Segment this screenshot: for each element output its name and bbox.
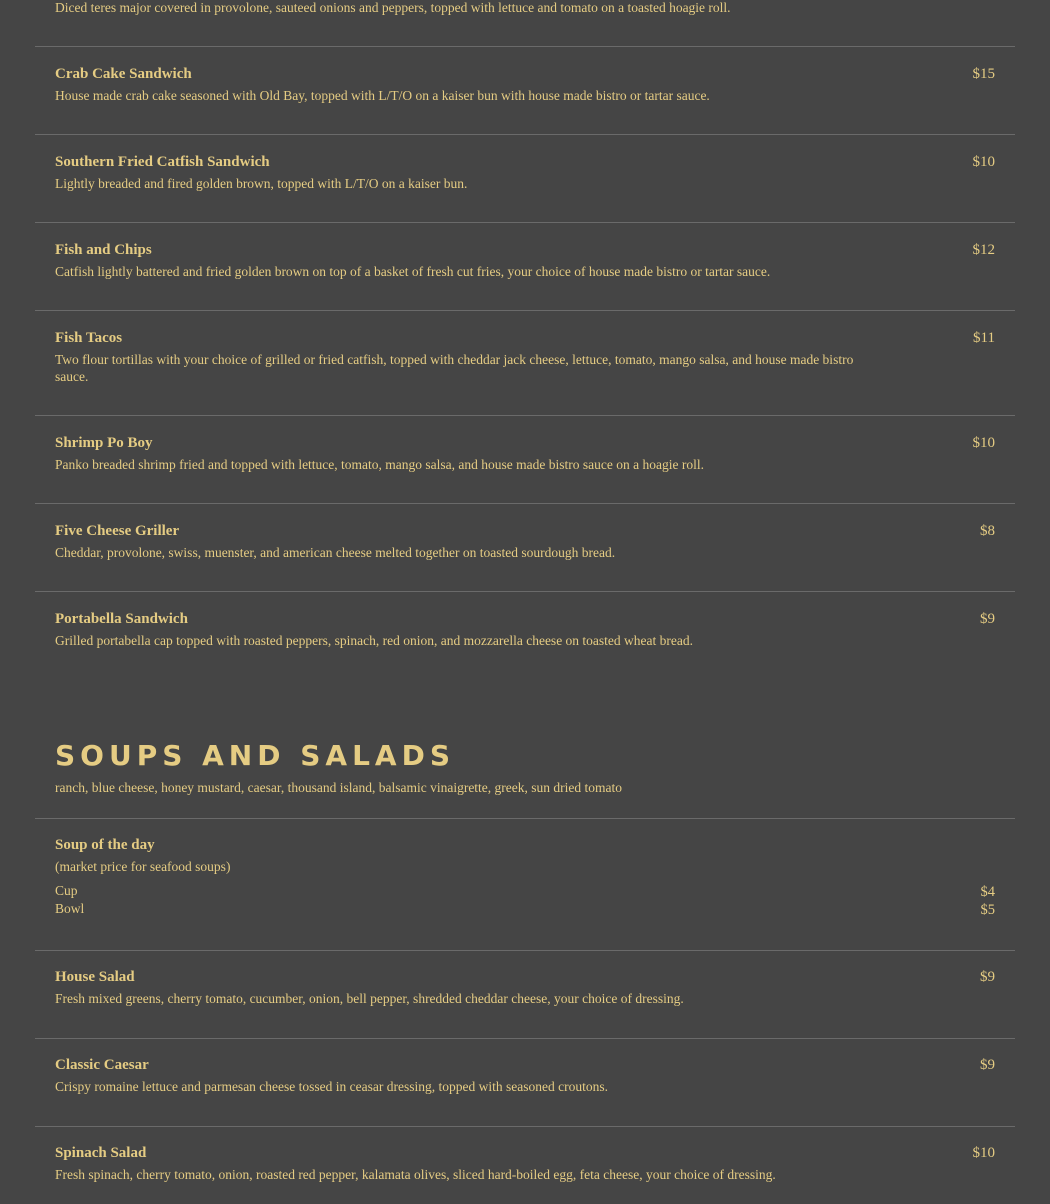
- menu-item-price: $15: [972, 66, 995, 82]
- menu-item-price: $9: [980, 969, 995, 985]
- menu-item-teres-major: [35, 0, 1015, 47]
- menu-item-name: Soup of the day: [55, 837, 155, 853]
- menu-item-shrimp-po-boy: [35, 416, 1015, 504]
- menu-item-price: $10: [972, 435, 995, 451]
- menu-item-price: $12: [972, 242, 995, 258]
- menu-item-name: Shrimp Po Boy: [55, 435, 153, 451]
- menu-item-name: Crab Cake Sandwich: [55, 66, 192, 82]
- size-price-cup: $4: [980, 884, 995, 900]
- menu-item-five-cheese-griller: [35, 504, 1015, 592]
- menu-item-name: Fish Tacos: [55, 330, 123, 346]
- menu-item-description: Cheddar, provolone, swiss, muenster, and american cheese melted together on toasted sourdough bread.: [55, 545, 616, 560]
- menu-item-portabella-sandwich: [35, 592, 1015, 680]
- menu-item-name: House Salad: [55, 969, 135, 985]
- menu-item-house-salad: [35, 951, 1015, 1039]
- menu-item-description: Diced teres major covered in provolone, sauteed onions and peppers, topped with lettuce and tomato on a toasted hoagie roll.: [55, 0, 731, 15]
- menu-item-price: $10: [972, 154, 995, 170]
- menu-item-description: Panko breaded shrimp fried and topped with lettuce, tomato, mango salsa, and house made bistro sauce on a hoagie roll.: [55, 457, 704, 472]
- menu-item-fish-tacos: [35, 311, 1015, 416]
- menu-item-name: Five Cheese Griller: [55, 523, 180, 539]
- size-label-cup: Cup: [55, 883, 78, 898]
- menu-item-classic-caesar: [35, 1039, 1015, 1127]
- menu-item-fish-and-chips: [35, 223, 1015, 311]
- menu-item-description: Fresh mixed greens, cherry tomato, cucumber, onion, bell pepper, shredded cheddar cheese, your choice of dressing.: [55, 991, 684, 1006]
- menu-item-price: $8: [980, 523, 995, 539]
- size-label-bowl: Bowl: [55, 901, 85, 916]
- menu-item-description: Two flour tortillas with your choice of grilled or fried catfish, topped with cheddar jack cheese, lettuce, tomato, mango salsa, and house made bistro sauce.: [55, 352, 854, 384]
- menu-item-spinach-salad: [35, 1127, 1015, 1204]
- menu-item-description: Grilled portabella cap topped with roasted peppers, spinach, red onion, and mozzarella cheese on toasted wheat bread.: [55, 633, 694, 648]
- menu-item-price: $9: [980, 611, 995, 627]
- menu-item-name: Spinach Salad: [55, 1145, 147, 1161]
- menu-item-price: $9: [980, 1057, 995, 1073]
- menu-item-name: Classic Caesar: [55, 1057, 149, 1073]
- menu-item-name: Southern Fried Catfish Sandwich: [55, 154, 270, 170]
- menu-item-price: $10: [972, 1145, 995, 1161]
- menu-item-description: Crispy romaine lettuce and parmesan cheese tossed in ceasar dressing, topped with seasoned croutons.: [55, 1079, 608, 1094]
- menu-item-crab-cake-sandwich: [35, 47, 1015, 135]
- menu-item-description: Fresh spinach, cherry tomato, onion, roasted red pepper, kalamata olives, sliced hard-boiled egg, feta cheese, your choice of dressing.: [55, 1167, 776, 1182]
- menu-item-price: $11: [973, 330, 995, 346]
- menu-item-soup-of-the-day: [35, 819, 1015, 951]
- section-title-soups-and-salads: SOUPS AND SALADS: [55, 739, 455, 772]
- menu-item-note: (market price for seafood soups): [55, 859, 231, 874]
- size-price-bowl: $5: [980, 902, 995, 918]
- menu-item-description: Lightly breaded and fired golden brown, topped with L/T/O on a kaiser bun.: [55, 176, 468, 191]
- menu-item-description: Catfish lightly battered and fried golden brown on top of a basket of fresh cut fries, your choice of house made bistro or tartar sauce.: [55, 264, 771, 279]
- menu-item-description: House made crab cake seasoned with Old Bay, topped with L/T/O on a kaiser bun with house made bistro or tartar sauce.: [55, 88, 710, 103]
- menu-item-name: Fish and Chips: [55, 242, 152, 258]
- section-dressings-list: ranch, blue cheese, honey mustard, caesar, thousand island, balsamic vinaigrette, greek, sun dried tomato: [55, 780, 623, 795]
- menu-item-name: Portabella Sandwich: [55, 611, 188, 627]
- menu-item-southern-fried-catfish-sandwich: [35, 135, 1015, 223]
